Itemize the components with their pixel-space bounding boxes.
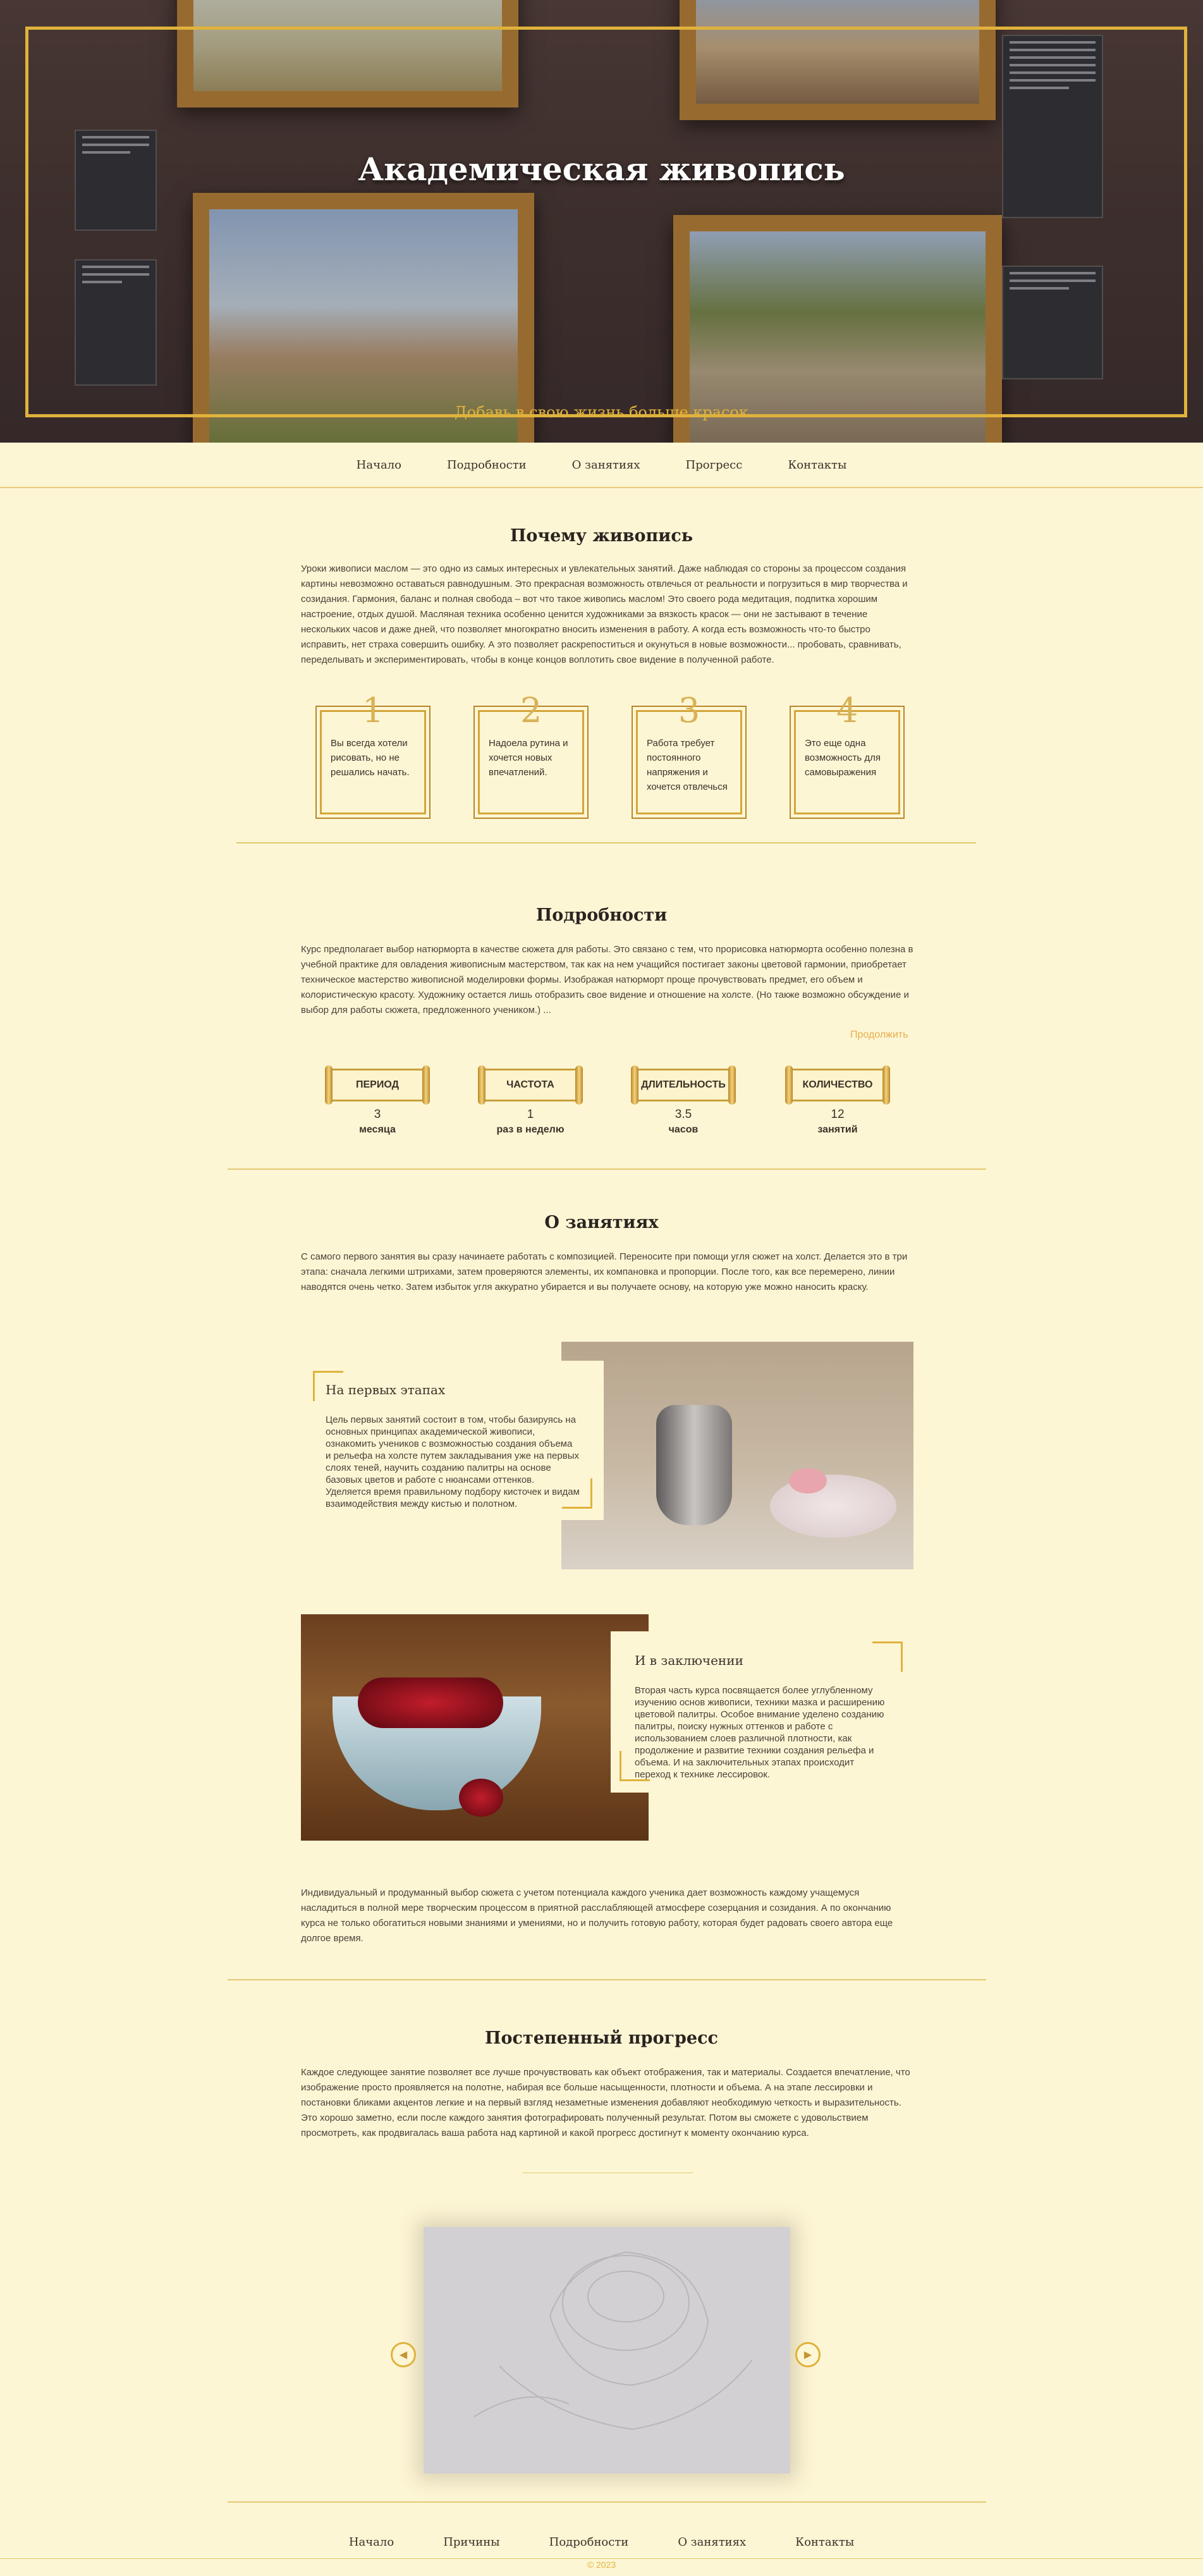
reason-text: Надоела рутина и хочется новых впечатлений. [489,738,568,778]
hero-subtitle: Добавь в свою жизнь больше красок [455,403,748,421]
continue-link[interactable]: Продолжить [850,1029,908,1040]
corner-top-left [313,1371,343,1401]
slider-prev-button[interactable] [391,2342,416,2367]
progress-title: Постепенный прогресс [485,2028,718,2048]
footer-navigation [0,2523,1203,2561]
final-stage-text: Вторая часть курса посвящается более углубленному изучению основ живописи, техники мазка и расширению цветовой палитры. Особое внимание уделено созданию палитры, поиску нужных оттенков и работе с использованием слоев различной плотности, как продолжение и развитие техники создания рельефа и объема. И на заключительных этапах происходит переход к технике лессировок. [635,1685,885,1780]
final-stage-title: И в заключении [635,1653,743,1668]
progress-text: Каждое следующее занятие позволяет все лучше прочувствовать как объект отображения, так и материалы. Создается впечатление, что изображение просто проявляется на полотне, набирая все больше насыщенности, плотности и объема. А на этапе лессировки и постановки бликами акцентов легкие и на первый взгляд незаметные изменения добавляют необходимую четкость и выразительность. Это хорошо заметно, если после каждого занятия фотографировать полученный результат. Потом вы сможете с удовольствием просмотреть, как продвигалась ваша работа над картиной и какой прогресс достигнут к моменту окончанию курса. [301,2067,910,2138]
chevron-left-icon: ◀ [399,2350,408,2360]
corner-top-right [872,1641,903,1672]
chevron-right-icon: ▶ [803,2350,812,2360]
hero-title: Академическая живопись [358,150,845,188]
reason-number: 4 [836,690,858,730]
footer-bottom-divider [0,2558,1203,2559]
footer-nav-contacts[interactable]: Контакты [795,2535,855,2549]
first-stage-title: На первых этапах [326,1382,446,1397]
reason-text: Работа требует постоянного напряжения и хочется отвлечься [647,738,728,792]
stat-label-count: КОЛИЧЕСТВО [790,1069,885,1101]
slider-next-button[interactable] [795,2342,821,2367]
reason-card-2 [478,690,584,814]
about-text: С самого первого занятия вы сразу начинаете работать с композицией. Переносите при помощи угля сюжет на холст. Делается это в три этапа: сначала легкими штрихами, затем проверяются элементы, их компановка и пропорции. После того, как все перемерено, линии наводятся очень четко. Затем избыток угля аккуратно убирается и вы получаете основу, на которую уже можно наносить краску. [301,1251,908,1292]
final-stage-box [611,1631,914,1793]
corner-bottom-right [562,1478,592,1509]
footer-nav-reasons[interactable]: Причины [443,2535,500,2549]
stat-unit-period: месяца [359,1124,396,1135]
stat-label-period: ПЕРИОД [330,1069,425,1101]
why-text: Уроки живописи маслом — это одно из самых интересных и увлекательных занятий. Даже наблюдая со стороны за процессом создания картины невозможно оставаться равнодушным. Это прекрасная возможность отвлечься от реальности и погрузиться в мир творчества и созидания. Гармония, баланс и полная свобода – вот что такое живопись маслом! Это своего рода медитация, подпитка хорошим настроение, отдых душой. Масляная техника особенно ценится художниками за вязкость красок — они не застывают в течение нескольких часов и даже дней, что позволяет многократно вносить изменения в работу. А когда есть возможность что-то быстро исправить, нет страха совершить ошибку. А это позволяет раскрепоститься и окунуться в новые возможности... пробовать, сравнивать, переделывать и экспериментировать, чтобы в конце концов воплотить свое видение в полученной работе. [301,563,908,665]
first-stage-box [302,1361,604,1520]
footer-nav-home[interactable]: Начало [348,2535,394,2549]
about-title: О занятиях [544,1213,659,1232]
corner-bottom-left [620,1751,650,1781]
reason-number: 1 [362,690,384,730]
nav-contacts[interactable]: Контакты [788,458,847,472]
reason-card-3 [636,690,742,814]
reason-text: Это еще одна возможность для самовыражения [805,738,881,778]
nav-details[interactable]: Подробности [446,458,527,472]
section-divider [228,1168,986,1170]
section-divider [228,1979,986,1980]
nav-progress[interactable]: Прогресс [685,458,743,472]
nav-home[interactable]: Начало [356,458,401,472]
reason-text: Вы всегда хотели рисовать, но не решались начать. [331,738,410,778]
about-closing-text: Индивидуальный и продуманный выбор сюжета с учетом потенциала каждого ученика дает возможность каждому учащемуся насладиться в полной мере творческим процессом в приятной расслабляющей атмосфере созерцания и созидания. А по окончанию курса не только обогатиться новыми знаниями и умениями, но и получить готовую работу, которая будет радовать своего автора еще долгое время. [301,1887,893,1944]
details-title: Подробности [535,905,668,925]
stat-label-duration: ДЛИТЕЛЬНОСТЬ [636,1069,731,1101]
reason-number: 2 [520,690,542,730]
stat-unit-frequency: раз в неделю [496,1124,565,1135]
footer-divider [228,2501,986,2503]
stat-label-frequency: ЧАСТОТА [483,1069,578,1101]
stat-value-period: 3 [374,1108,381,1121]
stat-value-duration: 3.5 [675,1108,692,1121]
hero-border [25,27,1187,417]
stat-value-count: 12 [831,1108,845,1121]
section-divider [236,842,976,843]
footer-nav-details[interactable]: Подробности [549,2535,629,2549]
stat-unit-count: занятий [817,1124,858,1135]
rose-sketch-icon [424,2227,790,2474]
stat-unit-duration: часов [668,1124,699,1135]
top-navigation [0,443,1203,488]
cherries-bowl-image [301,1614,649,1841]
nav-classes[interactable]: О занятиях [571,458,640,472]
reason-card-4 [794,690,900,814]
hero-banner [0,0,1203,443]
reason-number: 3 [678,690,700,730]
details-text: Курс предполагает выбор натюрморта в качестве сюжета для работы. Это связано с тем, что прорисовка натюрморта особенно полезна в учебной практике для овладения живописным мастерством, так как на нем учащийся постигает законы цветовой гармонии, приобретает техническое мастерство живописной моделировки формы. Изображая натюрморт проще прочувствовать предмет, его объем и колористическую красоту. Художнику остается лишь отобразить свое видение и отношение на холсте. (Но также возможно обсуждение и выбор для работы сюжета, предложенного учеником.) ... [301,944,913,1015]
reason-card-1 [320,690,426,814]
still-life-jug-image [561,1342,913,1569]
stat-value-frequency: 1 [527,1108,534,1121]
progress-slide-image [424,2227,790,2474]
why-title: Почему живопись [510,526,693,546]
first-stage-text: Цель первых занятий состоит в том, чтобы базируясь на основных принципах академической живописи, ознакомить учеников с возможностью создания объема и рельефа на холсте путем закладывания уже на первых слоях теней, научить созданию палитры на основе базовых цветов и работе с нюансами оттенков. Уделяется время правильному подбору кисточек и видам взаимодействия между кистью и полотном. [326,1414,580,1509]
copyright: © 2023 [587,2560,616,2570]
footer-nav-classes[interactable]: О занятиях [678,2535,747,2549]
